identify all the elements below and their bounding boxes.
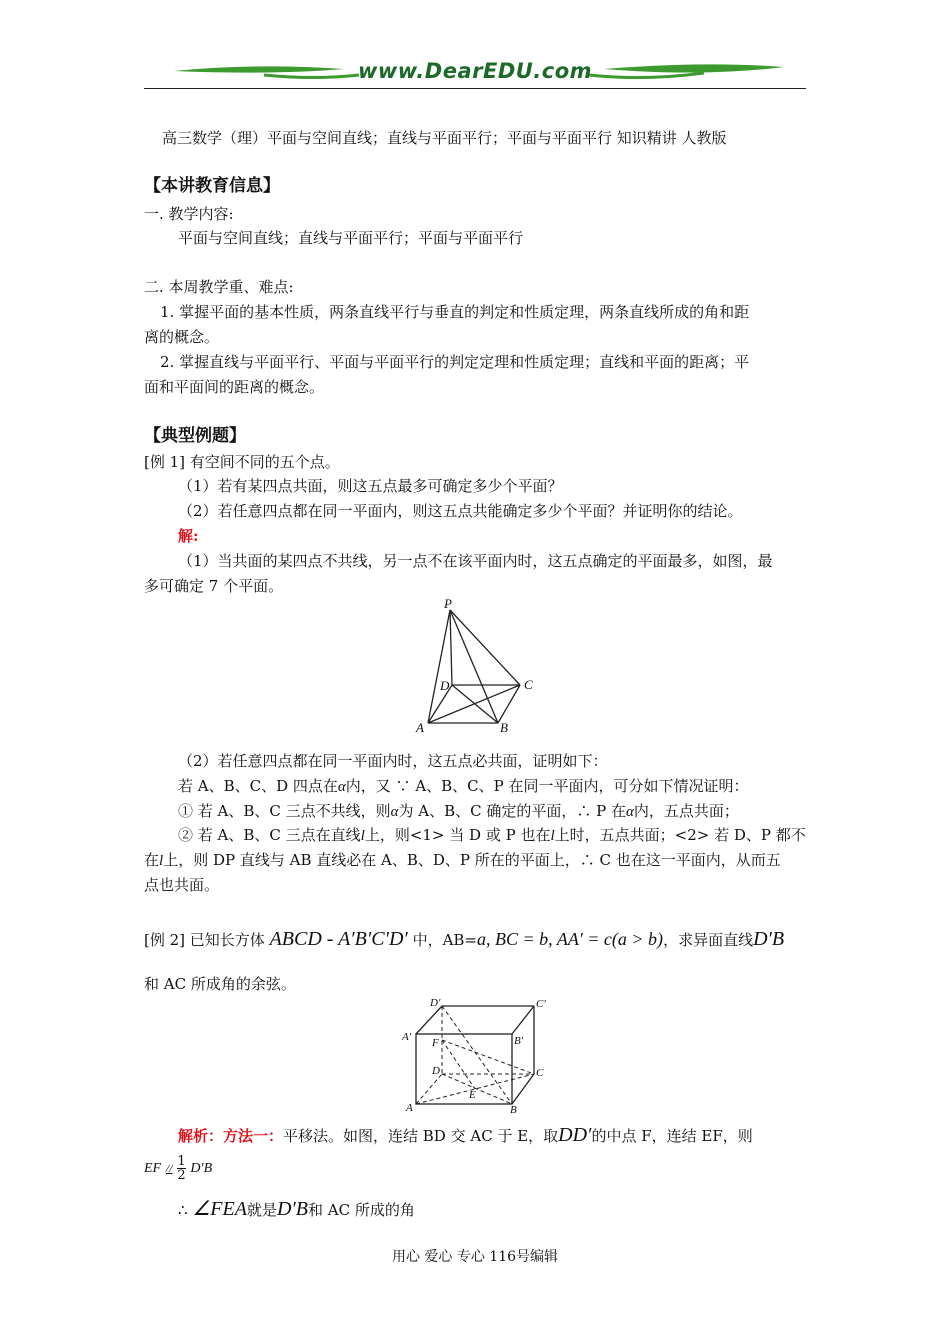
item2-label: 二. 本周教学重、难点: bbox=[144, 278, 294, 296]
solution2-line-a: （2）若任意四点都在同一平面内时，这五点必共面，证明如下： bbox=[178, 752, 608, 770]
analysis-line-a bbox=[178, 1122, 753, 1149]
point1-line-b: 离的概念。 bbox=[144, 328, 220, 346]
l-symbol: l bbox=[159, 853, 164, 869]
fig2-label-c-prime: C′ bbox=[536, 998, 546, 1010]
example1-q1: （1）若有某四点共面，则这五点最多可确定多少个平面？ bbox=[178, 477, 563, 495]
fig1-label-a: A bbox=[416, 720, 424, 735]
s2-c1: ① 若 A、B、C 三点不共线，则 bbox=[178, 802, 391, 820]
th-a: 就是 bbox=[246, 1201, 277, 1219]
point2-line-b: 面和平面间的距离的概念。 bbox=[144, 378, 325, 396]
example1-q2: （2）若任意四点都在同一平面内，则这五点共能确定多少个平面？并证明你的结论。 bbox=[178, 502, 743, 520]
ex2-condition: a, BC = b, AA′ = c(a > b) bbox=[477, 929, 664, 949]
point1-line-a: 1. 掌握平面的基本性质，两条直线平行与垂直的判定和性质定理，两条直线所成的角和距 bbox=[160, 303, 750, 321]
fig2-label-b-prime: B′ bbox=[514, 1035, 524, 1047]
s2-c2: 为 A、B、C 确定的平面，∴ P 在 bbox=[398, 802, 627, 820]
fig2-label-d-prime: D′ bbox=[430, 997, 441, 1009]
section-heading-examples: 【典型例题】 bbox=[144, 426, 246, 446]
ex2-line-db: D′B bbox=[753, 928, 785, 950]
solution2-line-e bbox=[144, 850, 781, 871]
example2-line-b: 和 AC 所成角的余弦。 bbox=[144, 975, 296, 993]
solution1-line-a: （1）当共面的某四点不共线，另一点不在该平面内时，这五点确定的平面最多，如图，最 bbox=[178, 552, 773, 570]
fig1-label-d: D bbox=[440, 678, 450, 693]
fraction-num: 1 bbox=[177, 1153, 186, 1169]
ana-b: 的中点 F，连结 EF，则 bbox=[591, 1127, 753, 1145]
s2-e2: 上，则 DP 直线与 AB 直线必在 A、B、D、P 所在的平面上，∴ C 也在这一平面内，从而五 bbox=[163, 851, 781, 869]
fig2-label-c: C bbox=[536, 1067, 544, 1079]
figure-pyramid bbox=[410, 598, 550, 738]
s2-d2: 上，则<1> 当 D 或 P 也在 bbox=[364, 826, 551, 844]
analysis-label: 解析：方法一： bbox=[178, 1127, 284, 1145]
th-db: D′B bbox=[276, 1198, 308, 1220]
fig2-label-b: B bbox=[510, 1104, 517, 1114]
fraction-half bbox=[177, 1155, 185, 1182]
fig1-label-p: P bbox=[444, 598, 452, 611]
therefore-symbol: ∴ bbox=[178, 1201, 188, 1219]
item1-label: 一. 教学内容: bbox=[144, 205, 234, 223]
s2-b1: 若 A、B、C、D 四点在 bbox=[178, 777, 338, 795]
s2-c3: 内，五点共面； bbox=[633, 802, 739, 820]
alpha-symbol: α bbox=[337, 779, 346, 795]
fig2-label-a-prime: A′ bbox=[402, 1031, 412, 1043]
alpha-symbol: α bbox=[390, 804, 399, 820]
angle-fea: ∠FEA bbox=[192, 1198, 247, 1220]
ef-rhs: D′B bbox=[190, 1161, 213, 1176]
ex2-a: [例 2] 已知长方体 bbox=[144, 931, 265, 949]
fig1-label-c: C bbox=[524, 677, 533, 692]
example1-title: [例 1] 有空间不同的五个点。 bbox=[144, 453, 340, 471]
analysis-therefore bbox=[178, 1196, 415, 1223]
page-header bbox=[144, 55, 806, 89]
item1-body: 平面与空间直线；直线与平面平行；平面与平面平行 bbox=[178, 229, 524, 247]
fig2-label-f: F bbox=[432, 1037, 439, 1049]
ex2-cuboid: ABCD - A′B′C′D′ bbox=[269, 928, 408, 950]
solution2-line-f: 点也共面。 bbox=[144, 876, 220, 894]
point2-line-a: 2. 掌握直线与平面平行、平面与平面平行的判定定理和性质定理；直线和平面的距离；平 bbox=[160, 353, 750, 371]
s2-b2: 内，又 ∵ A、B、C、P 在同一平面内，可分如下情况证明： bbox=[345, 777, 749, 795]
solution2-line-d bbox=[178, 825, 806, 846]
example2-line-a bbox=[144, 925, 784, 954]
page-footer: 用心 爱心 专心 116号编辑 bbox=[391, 1249, 559, 1265]
analysis-ef-relation bbox=[144, 1154, 212, 1182]
fig2-label-a: A bbox=[406, 1102, 413, 1114]
solution2-line-c bbox=[178, 801, 739, 822]
solution-label: 解: bbox=[178, 527, 199, 545]
solution2-line-b bbox=[178, 776, 749, 797]
ex2-c: ，求异面直线 bbox=[663, 931, 754, 949]
l-symbol: l bbox=[360, 828, 365, 844]
fig2-label-e: E bbox=[469, 1089, 476, 1101]
th-b: 和 AC 所成的角 bbox=[307, 1201, 415, 1219]
figure-cuboid bbox=[402, 996, 552, 1114]
site-logo-text: www.DearEDU.com bbox=[357, 59, 593, 83]
fraction-den: 2 bbox=[177, 1167, 186, 1183]
l-symbol: l bbox=[550, 828, 555, 844]
ex2-b: 中，AB= bbox=[412, 931, 478, 949]
ana-dd-prime: DD′ bbox=[558, 1124, 592, 1146]
fig2-label-d: D bbox=[432, 1065, 440, 1077]
s2-e1: 在 bbox=[144, 851, 160, 869]
alpha-symbol: α bbox=[626, 804, 634, 820]
ef-expr: EF bbox=[144, 1161, 162, 1176]
header-divider bbox=[144, 88, 806, 89]
solution1-line-b: 多可确定 7 个平面。 bbox=[144, 577, 284, 595]
section-heading-info: 【本讲教育信息】 bbox=[144, 176, 280, 196]
doc-title: 高三数学（理）平面与空间直线；直线与平面平行；平面与平面平行 知识精讲 人教版 bbox=[162, 129, 727, 147]
s2-d3: 上时，五点共面；<2> 若 D、P 都不 bbox=[554, 826, 806, 844]
ef-parallel: // bbox=[165, 1161, 173, 1175]
ana-a: 平移法。如图，连结 BD 交 AC 于 E，取 bbox=[283, 1127, 559, 1145]
fig1-label-b: B bbox=[500, 720, 508, 735]
s2-d1: ② 若 A、B、C 三点在直线 bbox=[178, 826, 361, 844]
